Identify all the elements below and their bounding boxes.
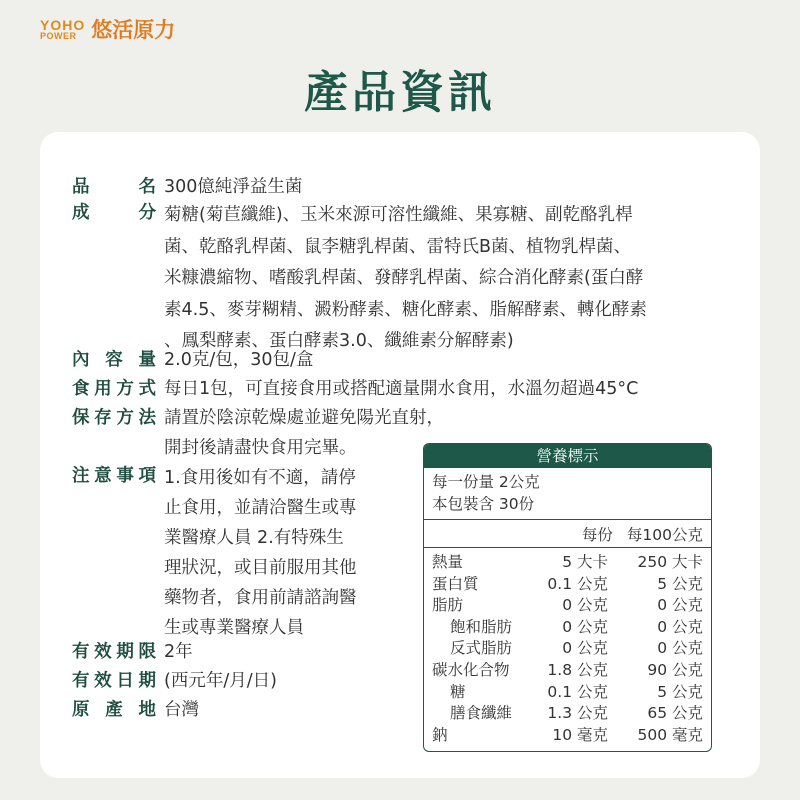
nutrition-row: [432, 617, 703, 639]
nutrient-name: 熱量: [432, 553, 464, 571]
ingredients-line: 米糠濃縮物、嗜酸乳桿菌、發酵乳桿菌、綜合消化酵素(蛋白酵: [164, 268, 644, 288]
notes-label: 注 意 事 項: [72, 466, 156, 486]
nutrient-name: 鈉: [432, 725, 448, 744]
notes-line: 藥物者，食用前請諮詢醫: [164, 588, 357, 608]
shelf-life-label: 有 效 期 限: [72, 642, 156, 662]
nutrient-per-serving: 1.8 公克: [547, 660, 608, 679]
name-label: 品 名: [72, 177, 156, 197]
nutrition-row: [432, 703, 703, 725]
notes-row: [72, 463, 386, 643]
storage-label: 保 存 方 法: [72, 408, 156, 428]
content-value: 2.0克/包，30包/盒: [164, 350, 314, 370]
expiry-value: (西元年/月/日): [164, 671, 277, 691]
nutrient-per-100g: 0 公克: [657, 617, 703, 636]
logo-text-top: YOHO: [40, 16, 86, 33]
origin-label: 原 產 地: [72, 700, 156, 720]
nutrient-per-100g: 250 大卡: [637, 553, 703, 571]
usage-row: [72, 376, 638, 402]
nutrient-per-serving: 0 公克: [562, 639, 608, 658]
logo-text-bottom: POWER: [40, 30, 77, 41]
nutrient-name: 碳水化合物: [432, 660, 510, 679]
nutrient-per-serving: 1.3 公克: [547, 704, 608, 723]
expiry-label: 有 效 日 期: [72, 671, 156, 691]
shelf-life-value: 2年: [164, 642, 193, 662]
notes-line: 業醫療人員 2.有特殊生: [164, 528, 344, 548]
nutrient-per-100g: 500 毫克: [637, 725, 703, 744]
ingredients-line: 菊糖(菊苣纖維)、玉米來源可溶性纖維、果寡糖、副乾酪乳桿: [164, 205, 633, 225]
nutrient-per-100g: 0 公克: [657, 596, 703, 615]
ingredients-line: 菌、乾酪乳桿菌、鼠李糖乳桿菌、雷特氏B菌、植物乳桿菌、: [164, 236, 632, 257]
ingredients-line: 素4.5、麥芽糊精、澱粉酵素、糖化酵素、脂解酵素、轉化酵素: [164, 299, 647, 320]
nutrition-row: [432, 552, 703, 574]
ingredients-value: [164, 200, 720, 358]
col-per-100g: 每100公克: [626, 526, 703, 544]
ingredients-row: [72, 200, 720, 358]
brand-name: 悠活原力: [91, 18, 176, 42]
nutrition-row: [432, 725, 703, 747]
nutrition-rows: [424, 548, 711, 746]
col-per-serving: 每份: [581, 526, 613, 544]
nutrient-per-serving: 0 公克: [562, 617, 608, 636]
nutrition-row: [432, 638, 703, 660]
nutrient-per-serving: 0.1 公克: [547, 574, 608, 593]
nutrient-name: 糖: [450, 682, 466, 701]
nutrient-per-100g: 5 公克: [657, 682, 703, 701]
nutrition-row: [432, 660, 703, 682]
origin-row: [72, 697, 199, 723]
nutrition-row: [432, 682, 703, 704]
nutrition-column-headers: [424, 520, 711, 548]
nutrient-per-serving: 0 公克: [562, 596, 608, 615]
usage-value: 每日1包，可直接食用或搭配適量開水食用，水溫勿超過45°C: [164, 379, 639, 399]
nutrient-name: 反式脂肪: [450, 639, 513, 658]
nutrition-facts-table: [423, 443, 712, 752]
servings-per-pack: 本包裝含 30份: [432, 495, 535, 513]
nutrient-name: 飽和脂肪: [450, 617, 513, 636]
nutrition-row: [432, 595, 703, 617]
nutrient-per-100g: 0 公克: [657, 639, 703, 658]
notes-value: [164, 463, 386, 643]
product-info-card: [40, 132, 760, 778]
ingredients-line: 、鳳梨酵素、蛋白酵素3.0、纖維素分解酵素): [164, 331, 514, 351]
notes-line: 止食用，並請洽醫生或專: [164, 498, 357, 518]
brand-header: [40, 14, 175, 44]
nutrient-name: 脂肪: [432, 596, 464, 615]
notes-line: 理狀況，或目前服用其他: [164, 558, 357, 578]
ingredients-label: 成 分: [72, 203, 156, 223]
nutrition-row: [432, 574, 703, 596]
nutrient-name: 膳食纖維: [450, 704, 513, 723]
storage-value: [164, 403, 444, 463]
yoho-logo: [40, 18, 85, 41]
storage-line: 開封後請盡快食用完畢。: [164, 438, 357, 458]
expiry-row: [72, 668, 277, 694]
notes-line: 生或專業醫療人員: [164, 618, 304, 638]
nutrient-per-100g: 5 公克: [657, 574, 703, 593]
nutrient-per-100g: 65 公克: [647, 704, 703, 723]
name-value: 300億純淨益生菌: [164, 177, 303, 197]
origin-value: 台灣: [164, 700, 199, 720]
notes-line: 1.食用後如有不適，請停: [164, 468, 356, 488]
nutrient-name: 蛋白質: [432, 574, 479, 593]
nutrient-per-serving: 0.1 公克: [547, 682, 608, 701]
usage-label: 食 用 方 式: [72, 379, 156, 399]
nutrition-title: 營養標示: [424, 444, 711, 468]
storage-row: [72, 403, 444, 463]
nutrition-serving-info: [424, 468, 711, 520]
name-row: [72, 174, 302, 200]
serving-size: 每一份量 2公克: [432, 473, 540, 491]
shelf-life-row: [72, 639, 193, 665]
content-label: 內 容 量: [72, 350, 156, 370]
page-title: 產品資訊: [304, 67, 496, 118]
nutrient-per-serving: 10 毫克: [552, 725, 608, 744]
nutrient-per-100g: 90 公克: [647, 660, 703, 679]
content-row: [72, 347, 313, 373]
storage-line: 請置於陰涼乾燥處並避免陽光直射，: [164, 408, 444, 428]
nutrient-per-serving: 5 大卡: [562, 553, 608, 571]
